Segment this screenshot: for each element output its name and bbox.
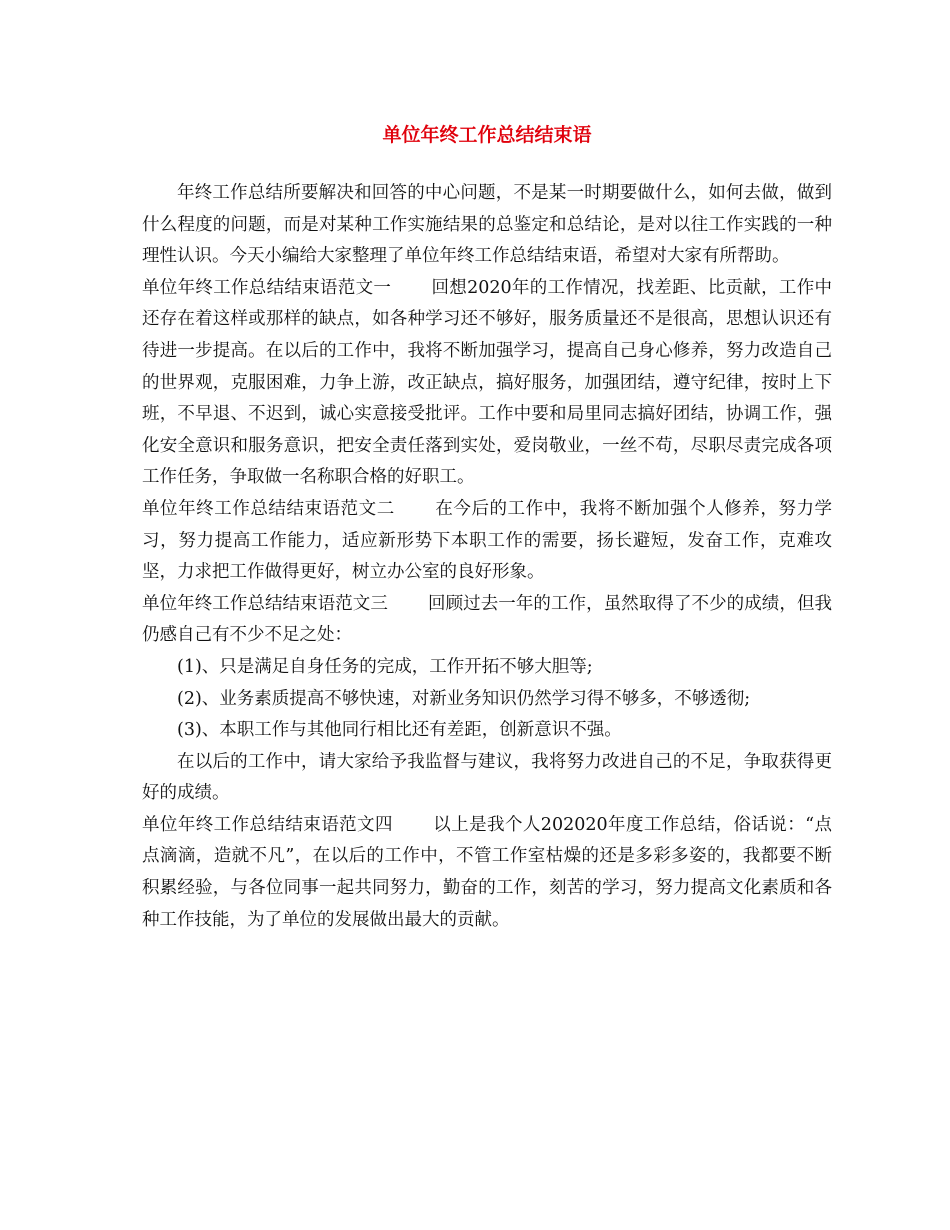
- section-three-text: 回顾过去一年的工作，虽然取得了不少的成绩，但我仍感自己有不少不足之处：: [142, 593, 833, 646]
- section-three: [142, 589, 832, 652]
- intro-paragraph: 年终工作总结所要解决和回答的中心问题，不是某一时期要做什么，如何去做，做到什么程度的问题，而是对某种工作实施结果的总鉴定和总结论，是对以往工作实践的一种理性认识。今天小编给大家整理了单位年终工作总结结束语，希望对大家有所帮助。: [142, 183, 832, 267]
- list-item: (1)、只是满足自身任务的完成，工作开拓不够大胆等;: [177, 656, 593, 677]
- section-four-text: 以上是我个人202020年度工作总结，俗话说：“点点滴滴，造就不凡”，在以后的工作中，不管工作室枯燥的还是多彩多姿的，我都要不断积累经验，与各位同事一起共同努力，勤奋的工作，刻苦的学习，努力提高文化素质和各种工作技能，为了单位的发展做出最大的贡献。: [142, 814, 833, 930]
- section-one-heading: 单位年终工作总结结束语范文一: [142, 277, 392, 298]
- section-two: [142, 494, 832, 589]
- section-one: [142, 273, 832, 494]
- section-two-text: 在今后的工作中，我将不断加强个人修养，努力学习，努力提高工作能力，适应新形势下本职工作的需要，扬长避短，发奋工作，克难攻坚，力求把工作做得更好，树立办公室的良好形象。: [142, 498, 833, 583]
- section-three-heading: 单位年终工作总结结束语范文三: [142, 593, 388, 614]
- list-item: (2)、业务素质提高不够快速，对新业务知识仍然学习得不够多，不够透彻;: [177, 688, 751, 709]
- section-two-heading: 单位年终工作总结结束语范文二: [142, 498, 395, 519]
- document-body: [142, 178, 832, 936]
- section-three-closing: 在以后的工作中，请大家给予我监督与建议，我将努力改进自己的不足，争取获得更好的成绩。: [142, 751, 832, 804]
- section-four-heading: 单位年终工作总结结束语范文四: [142, 814, 393, 835]
- section-one-text: 回想2020年的工作情况，找差距、比贡献，工作中还存在着这样或那样的缺点，如各种学习还不够好，服务质量还不是很高，思想认识还有待进一步提高。在以后的工作中，我将不断加强学习，提高自己身心修养，努力改造自己的世界观，克服困难，力争上游，改正缺点，搞好服务，加强团结，遵守纪律，按时上下班，不早退、不迟到，诚心实意接受批评。工作中要和局里同志搞好团结，协调工作，强化安全意识和服务意识，把安全责任落到实处，爱岗敬业，一丝不苟，尽职尽责完成各项工作任务，争取做一名称职合格的好职工。: [142, 277, 832, 488]
- document-title: 单位年终工作总结结束语: [382, 124, 592, 146]
- section-four: [142, 810, 832, 936]
- list-item: (3)、本职工作与其他同行相比还有差距，创新意识不强。: [177, 720, 622, 741]
